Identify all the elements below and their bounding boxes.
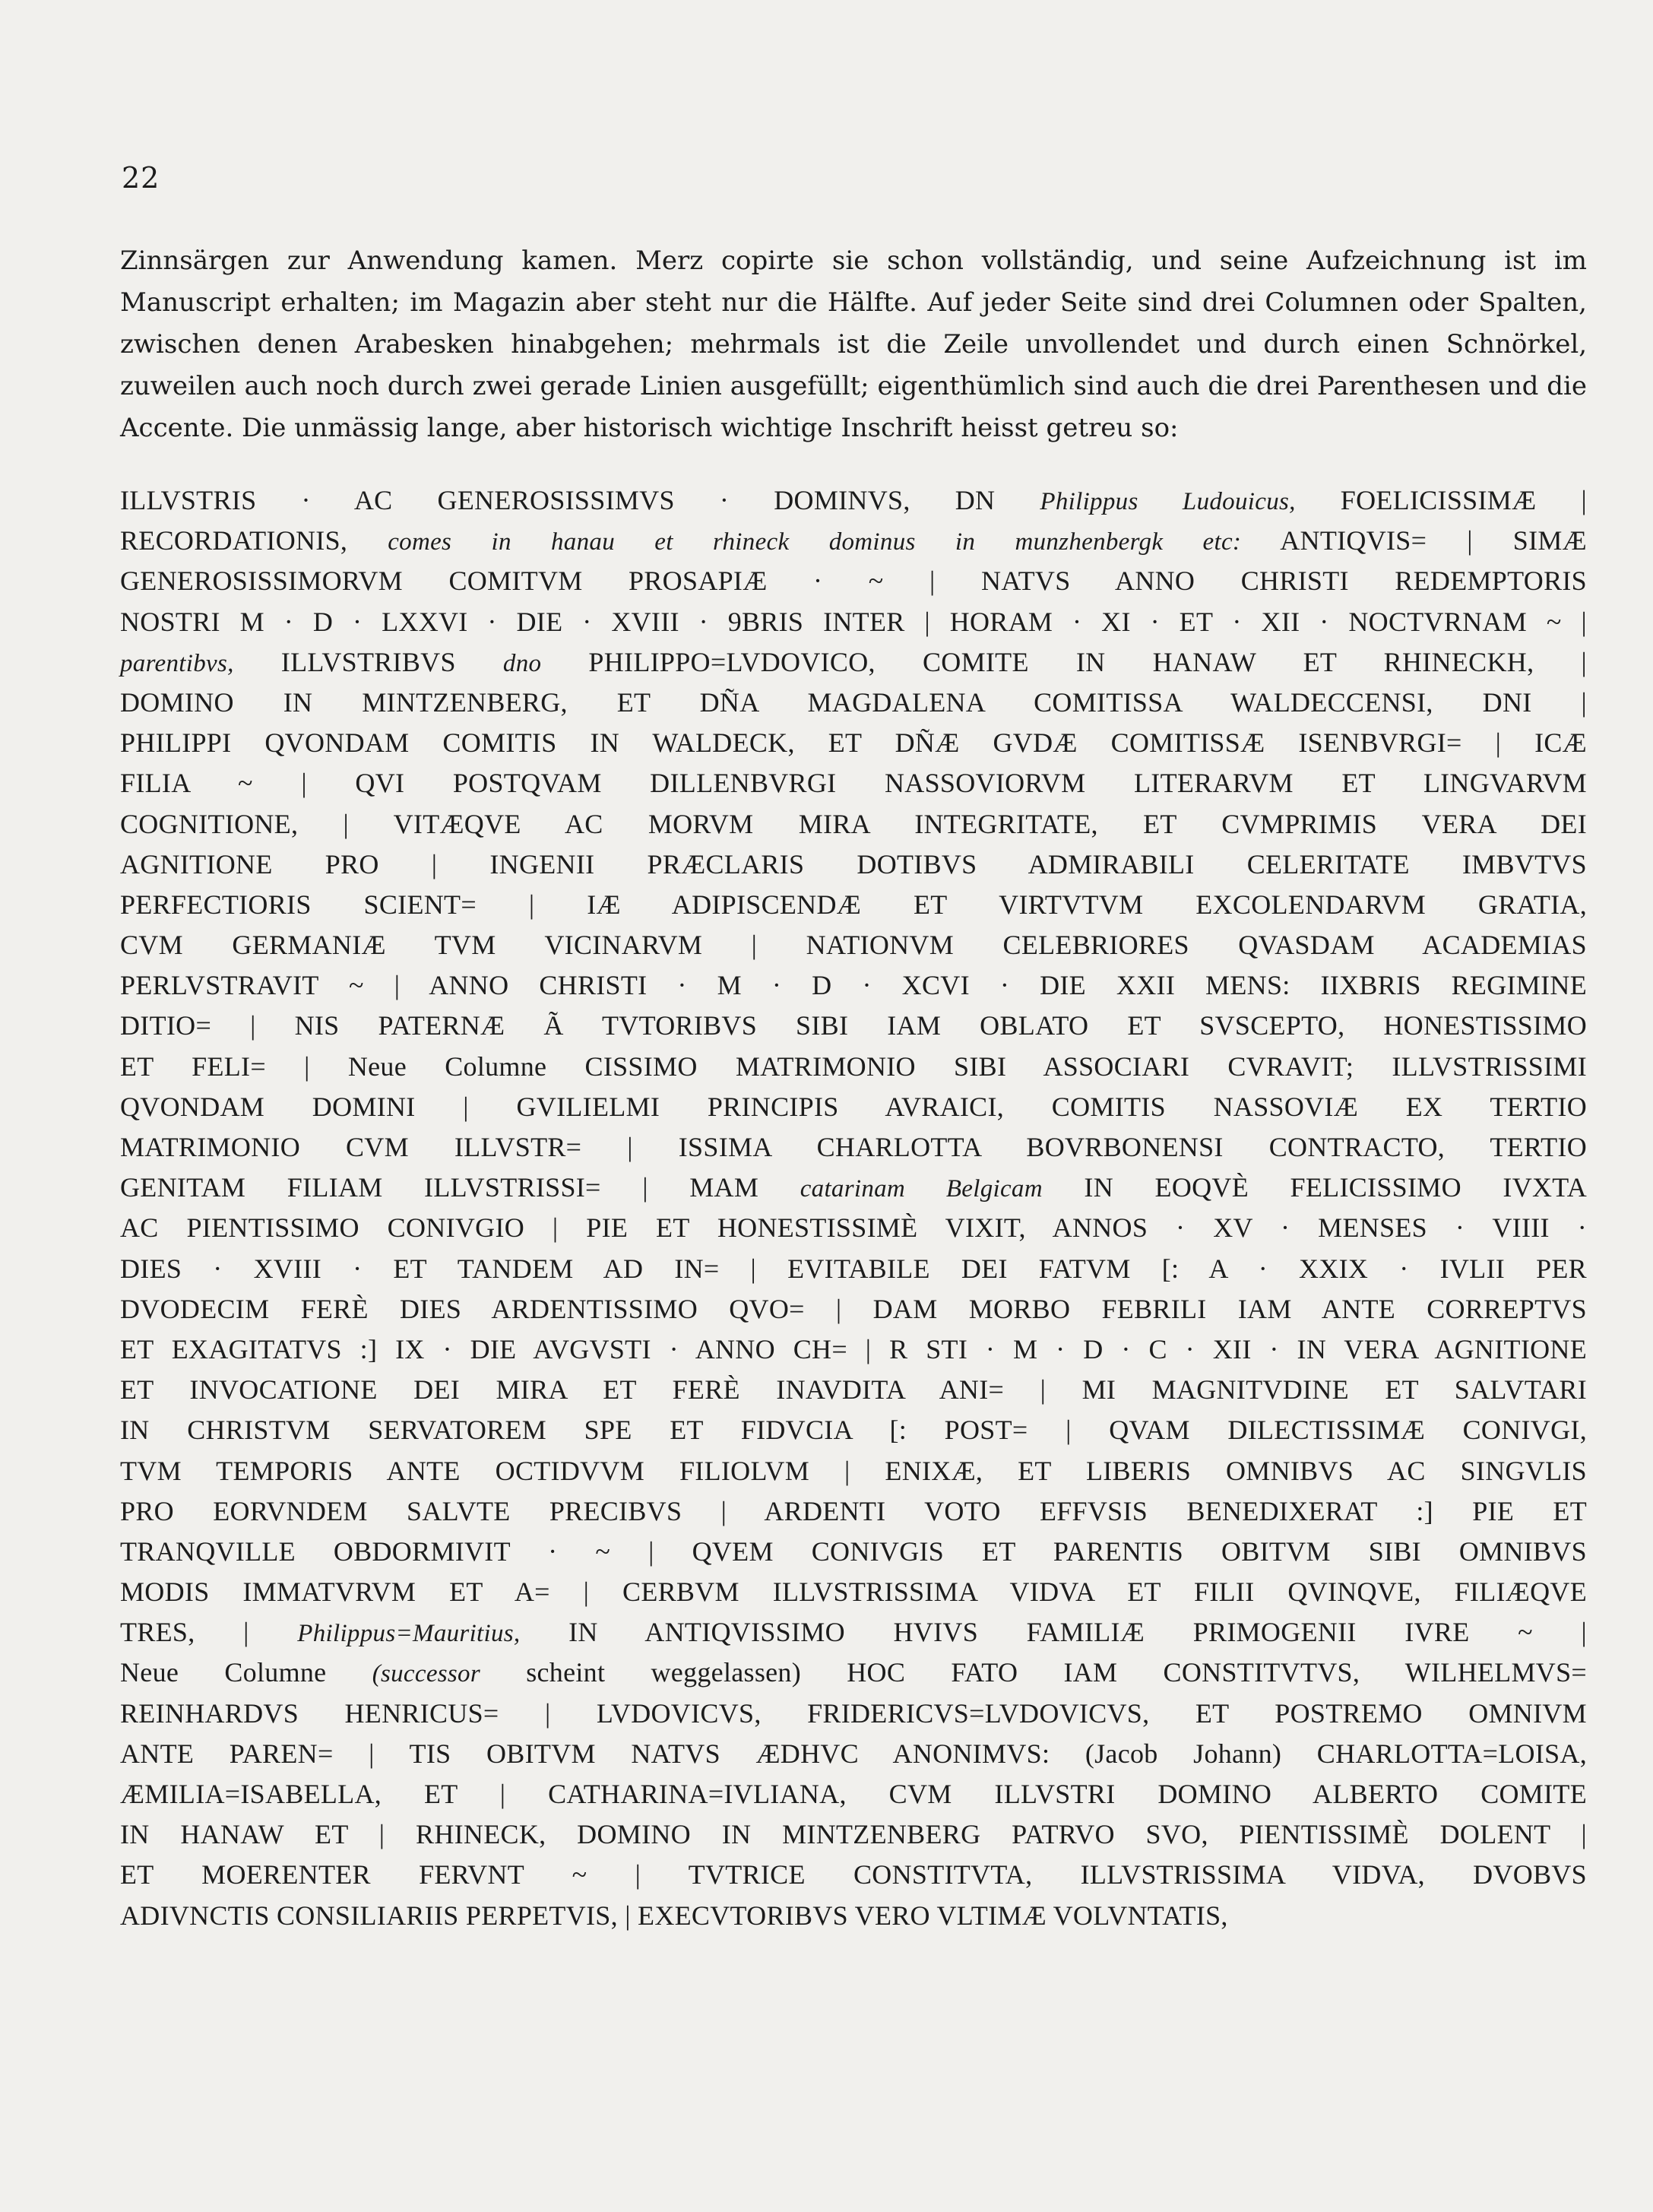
inscription-line: ET EXAGITATVS :] IX · DIE AVGVSTI · ANNO CH= | R STI · M · D · C · XII · IN VERA AGNITIONE xyxy=(120,1333,1587,1364)
inscription-line: GENITAM FILIAM ILLVSTRISSI= | MAM catarinam Belgicam IN EOQVÈ FELICISSIMO IVXTA xyxy=(120,1172,1587,1203)
inscription-line: QVONDAM DOMINI | GVILIELMI PRINCIPIS AVRAICI, COMITIS NASSOVIÆ EX TERTIO xyxy=(120,1091,1587,1122)
inscription-line: ANTE PAREN= | TIS OBITVM NATVS ÆDHVC ANONIMVS: (Jacob Johann) CHARLOTTA=LOISA, xyxy=(120,1738,1587,1769)
inscription-line: ILLVSTRIS · AC GENEROSISSIMVS · DOMINVS, DN Philippus Ludouicus, FOELICISSIMÆ | xyxy=(120,485,1587,515)
inscription-line: PERFECTIORIS SCIENT= | IÆ ADIPISCENDÆ ET VIRTVTVM EXCOLENDARVM GRATIA, xyxy=(120,889,1587,920)
inscription-line: ÆMILIA=ISABELLA, ET | CATHARINA=IVLIANA, CVM ILLVSTRI DOMINO ALBERTO COMITE xyxy=(120,1779,1587,1809)
inscription-line: IN CHRISTVM SERVATOREM SPE ET FIDVCIA [: POST= | QVAM DILECTISSIMÆ CONIVGI, xyxy=(120,1415,1587,1446)
inscription-line: DIES · XVIII · ET TANDEM AD IN= | EVITABILE DEI FATVM [: A · XXIX · IVLII PER xyxy=(120,1253,1587,1284)
inscription-line: TVM TEMPORIS ANTE OCTIDVVM FILIOLVM | ENIXÆ, ET LIBERIS OMNIBVS AC SINGVLIS xyxy=(120,1455,1587,1486)
inscription-line: CVM GERMANIÆ TVM VICINARVM | NATIONVM CELEBRIORES QVASDAM ACADEMIAS xyxy=(120,930,1587,961)
inscription-line: parentibvs, ILLVSTRIBVS dno PHILIPPO=LVDOVICO, COMITE IN HANAW ET RHINECKH, | xyxy=(120,646,1587,677)
inscription-line: RECORDATIONIS, comes in hanau et rhineck dominus in munzhenbergk etc: ANTIQVIS= | SIMÆ xyxy=(120,525,1587,556)
inscription-line: ADIVNCTIS CONSILIARIIS PERPETVIS, | EXECVTORIBVS VERO VLTIMÆ VOLVNTATIS, xyxy=(120,1900,1228,1931)
inscription-line: AC PIENTISSIMO CONIVGIO | PIE ET HONESTISSIMÈ VIXIT, ANNOS · XV · MENSES · VIIII · xyxy=(120,1212,1587,1244)
inscription-line: PHILIPPI QVONDAM COMITIS IN WALDECK, ET DÑÆ GVDÆ COMITISSÆ ISENBVRGI= | ICÆ xyxy=(120,727,1587,759)
inscription-line: DOMINO IN MINTZENBERG, ET DÑA MAGDALENA COMITISSA WALDECCENSI, DNI | xyxy=(120,686,1587,718)
inscription-line: AGNITIONE PRO | INGENII PRÆCLARIS DOTIBVS ADMIRABILI CELERITATE IMBVTVS xyxy=(120,848,1587,879)
inscription-line: ET FELI= | Neue Columne CISSIMO MATRIMONIO SIBI ASSOCIARI CVRAVIT; ILLVSTRISSIMI xyxy=(120,1051,1587,1082)
inscription-line: ET INVOCATIONE DEI MIRA ET FERÈ INAVDITA ANI= | MI MAGNITVDINE ET SALVTARI xyxy=(120,1374,1587,1405)
intro-paragraph: Zinnsärgen zur Anwendung kamen. Merz copirte sie schon vollständig, und seine Aufzeichnung ist im Manuscript erhalten; im Magazin aber steht nur die Hälfte. Auf jeder Seite sind drei Columnen oder Spalten, zwischen denen Arabesken hinabgehen; mehrmals ist die Zeile unvollendet und durch einen Schnörkel, zuweilen auch noch durch zwei gerade Linien ausgefüllt; eigenthümlich sind auch die drei Parenthesen und die Accente. Die unmässig lange, aber historisch wichtige Inschrift heisst getreu so: xyxy=(120,246,1587,443)
inscription-line: NOSTRI M · D · LXXVI · DIE · XVIII · 9BRIS INTER | HORAM · XI · ET · XII · NOCTVRNAM ~ | xyxy=(120,606,1587,637)
inscription-line: Neue Columne (successor scheint weggelassen) HOC FATO IAM CONSTITVTVS, WILHELMVS= xyxy=(120,1657,1587,1688)
inscription-line: COGNITIONE, | VITÆQVE AC MORVM MIRA INTEGRITATE, ET CVMPRIMIS VERA DEI xyxy=(120,808,1587,839)
inscription-line: REINHARDVS HENRICUS= | LVDOVICVS, FRIDERICVS=LVDOVICVS, ET POSTREMO OMNIVM xyxy=(120,1697,1587,1729)
inscription-line: DITIO= | NIS PATERNÆ Ã TVTORIBVS SIBI IAM OBLATO ET SVSCEPTO, HONESTISSIMO xyxy=(120,1010,1587,1041)
page-number: 22 xyxy=(122,161,160,195)
inscription-line: TRANQVILLE OBDORMIVIT · ~ | QVEM CONIVGIS ET PARENTIS OBITVM SIBI OMNIBVS xyxy=(120,1535,1587,1567)
inscription-line: MODIS IMMATVRVM ET A= | CERBVM ILLVSTRISSIMA VIDVA ET FILII QVINQVE, FILIÆQVE xyxy=(120,1577,1587,1608)
inscription-line: TRES, | Philippus=Mauritius, IN ANTIQVISSIMO HVIVS FAMILIÆ PRIMOGENII IVRE ~ | xyxy=(120,1617,1588,1648)
inscription-line: ET MOERENTER FERVNT ~ | TVTRICE CONSTITVTA, ILLVSTRISSIMA VIDVA, DVOBVS xyxy=(120,1859,1587,1890)
inscription-line: MATRIMONIO CVM ILLVSTR= | ISSIMA CHARLOTTA BOVRBONENSI CONTRACTO, TERTIO xyxy=(120,1132,1587,1162)
inscription-line: PERLVSTRAVIT ~ | ANNO CHRISTI · M · D · XCVI · DIE XXII MENS: IIXBRIS REGIMINE xyxy=(120,970,1587,1001)
inscription-line: GENEROSISSIMORVM COMITVM PROSAPIÆ · ~ | NATVS ANNO CHRISTI REDEMPTORIS xyxy=(120,566,1587,597)
inscription-line: PRO EORVNDEM SALVTE PRECIBVS | ARDENTI VOTO EFFVSIS BENEDIXERAT :] PIE ET xyxy=(120,1495,1587,1526)
inscription-block xyxy=(120,480,1587,1936)
inscription-line: FILIA ~ | QVI POSTQVAM DILLENBVRGI NASSOVIORVM LITERARVM ET LINGVARVM xyxy=(120,768,1587,799)
inscription-line: IN HANAW ET | RHINECK, DOMINO IN MINTZENBERG PATRVO SVO, PIENTISSIMÈ DOLENT | xyxy=(120,1819,1587,1850)
inscription-line: DVODECIM FERÈ DIES ARDENTISSIMO QVO= | DAM MORBO FEBRILI IAM ANTE CORREPTVS xyxy=(120,1293,1587,1324)
